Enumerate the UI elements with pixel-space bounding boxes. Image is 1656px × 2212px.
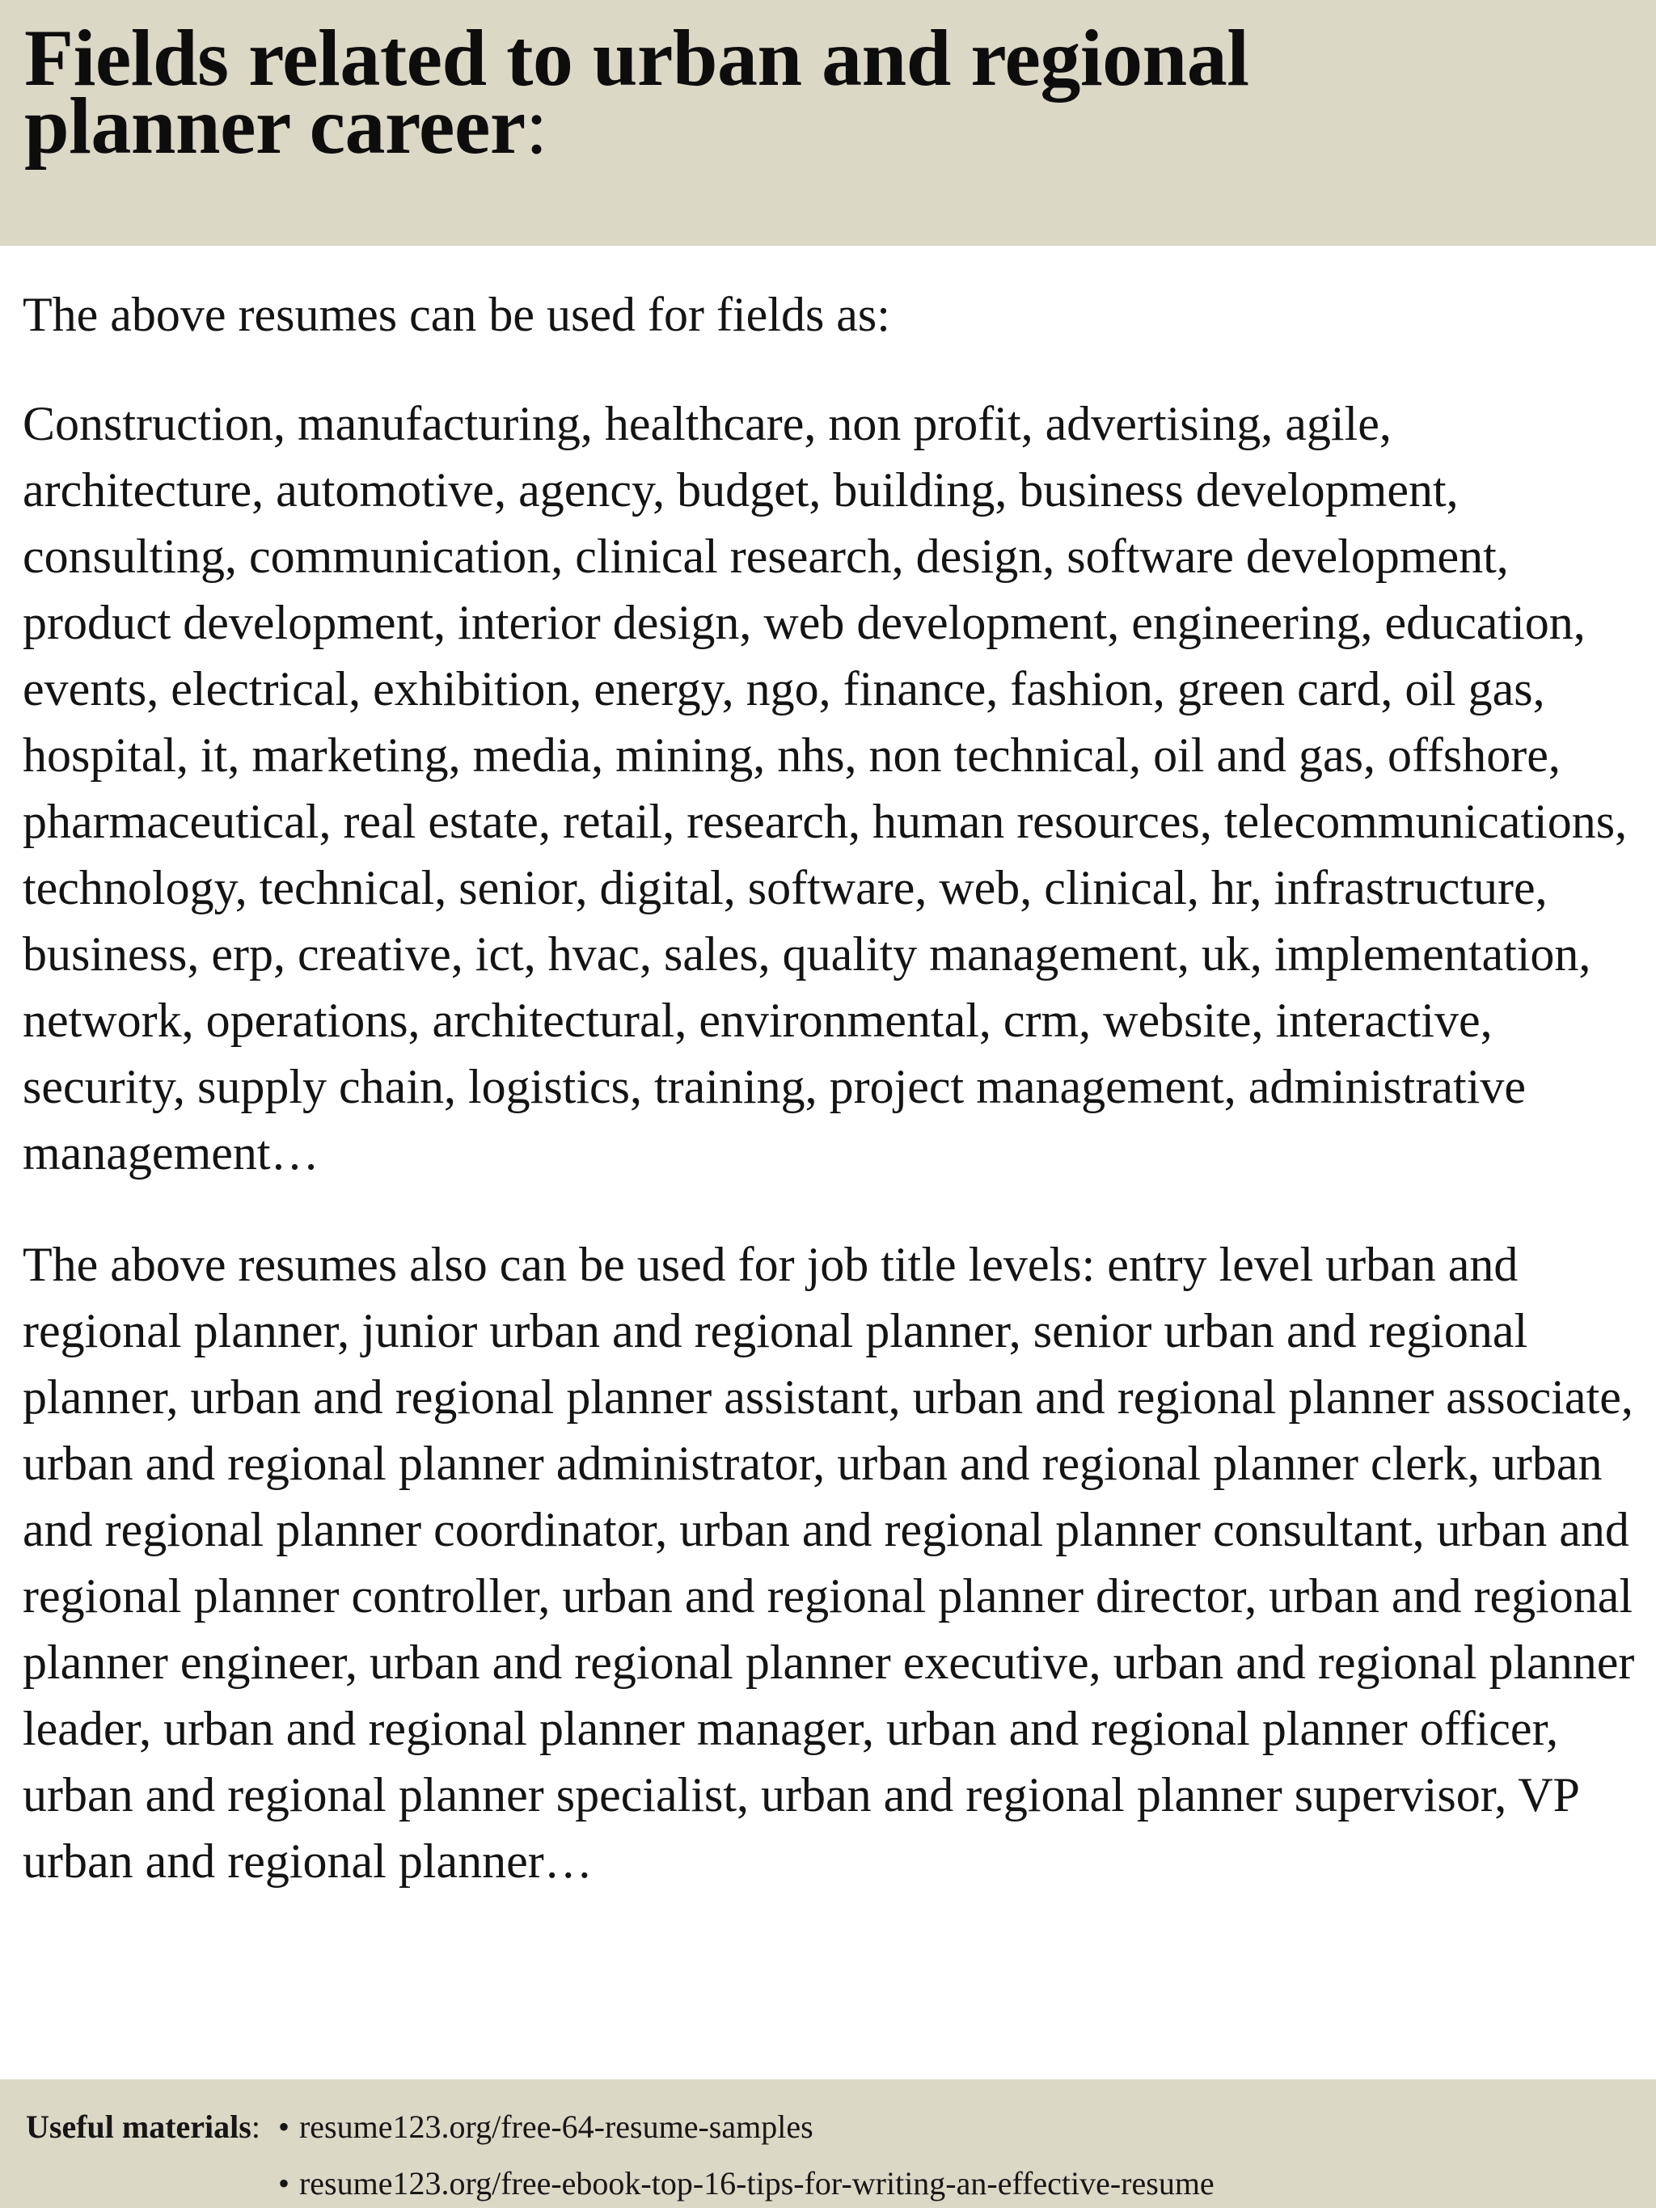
list-item [278, 2099, 1215, 2155]
header-banner [0, 0, 1656, 246]
footer-banner [0, 2079, 1656, 2208]
useful-materials-colon: : [251, 2109, 260, 2145]
useful-link-ebook[interactable]: resume123.org/free-ebook-top-16-tips-for-writing-an-effective-resume [298, 2165, 1215, 2201]
fields-paragraph: Construction, manufacturing, healthcare, non profit, advertising, agile, architecture, automotive, agency, budget, building, business development, consulting, communication, clinical research, design, software development, product development, interior design, web development, engineering, education, events, electrical, exhibition, energy, ngo, finance, fashion, green card, oil gas, hospital, it, marketing, media, mining, nhs, non technical, oil and gas, offshore, pharmaceutical, real estate, retail, research, human resources, telecommunications, technology, technical, senior, digital, software, web, clinical, hr, infrastructure, business, erp, creative, ict, hvac, sales, quality management, uk, implementation, network, operations, architectural, environmental, crm, website, interactive, security, supply chain, logistics, training, project management, administrative management… [23, 397, 1628, 1180]
useful-materials-list [278, 2099, 1215, 2212]
page-title-line1: Fields related to urban and regional [24, 13, 1249, 103]
list-item [278, 2155, 1215, 2212]
useful-materials-row [26, 2099, 1656, 2212]
bullet-icon: • [277, 2165, 289, 2201]
useful-materials-label: Useful materials [26, 2109, 251, 2145]
useful-link-samples[interactable]: resume123.org/free-64-resume-samples [298, 2109, 813, 2145]
bullet-icon: • [277, 2109, 289, 2145]
page-title-colon: : [525, 81, 548, 171]
job-levels-paragraph: The above resumes also can be used for job title levels: entry level urban and regional planner, junior urban and regional planner, senior urban and regional planner, urban and regional planner assistant, urban and regional planner associate, urban and regional planner administrator, urban and regional planner clerk, urban and regional planner coordinator, urban and regional planner consultant, urban and regional planner controller, urban and regional planner director, urban and regional planner engineer, urban and regional planner executive, urban and regional planner leader, urban and regional planner manager, urban and regional planner officer, urban and regional planner specialist, urban and regional planner supervisor, VP urban and regional planner… [23, 1238, 1635, 1888]
page-title [24, 13, 1656, 171]
intro-paragraph: The above resumes can be used for fields as: [23, 288, 890, 341]
main-content [23, 281, 1636, 1894]
page-title-line2: planner career [24, 81, 526, 171]
